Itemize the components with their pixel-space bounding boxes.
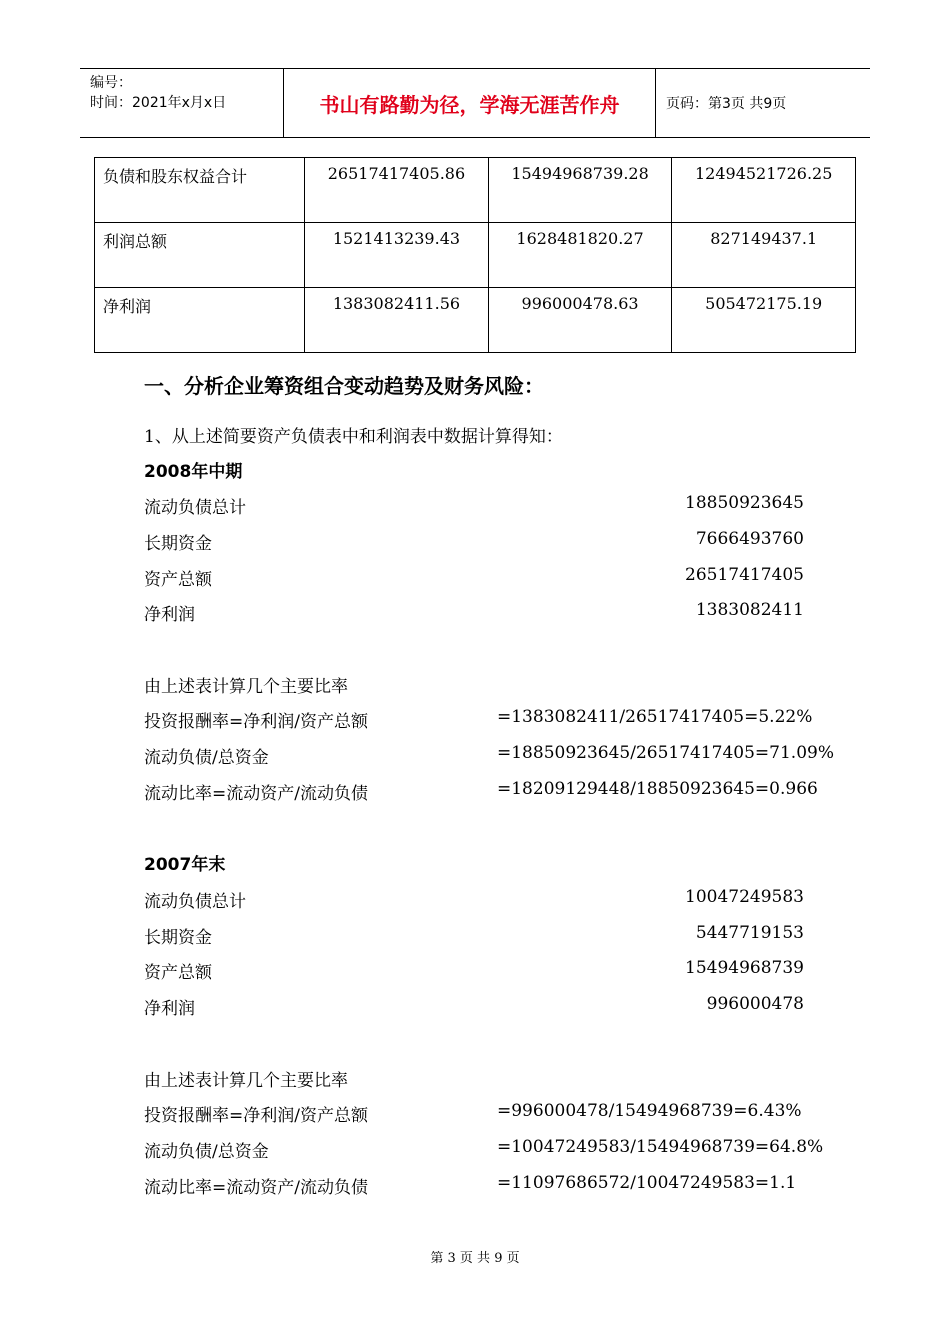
header-motto: 书山有路勤为径，学海无涯苦作舟	[283, 69, 656, 137]
time-label: 时间：2021年x月x日	[90, 95, 227, 111]
table-row	[95, 158, 856, 223]
cell-value: 505472175.19	[672, 288, 856, 353]
ratio-label: 流动比率=流动资产/流动负债	[144, 784, 368, 804]
ratio-formula: =10047249583/15494968739=64.8%	[497, 1137, 824, 1157]
cell-value: 12494521726.25	[672, 158, 856, 223]
item-value: 5447719153	[695, 923, 804, 943]
page-footer: 第 3 页 共 9 页	[430, 1251, 520, 1266]
ratio-formula: =18209129448/18850923645=0.966	[497, 779, 818, 799]
cell-value: 1521413239.43	[305, 223, 489, 288]
item-label: 净利润	[144, 605, 195, 625]
cell-value: 827149437.1	[672, 223, 856, 288]
intro-text: 1、从上述简要资产负债表中和利润表中数据计算得知：	[144, 427, 563, 447]
item-label: 长期资金	[144, 928, 212, 948]
item-label: 流动负债总计	[144, 892, 246, 912]
item-value: 7666493760	[695, 529, 804, 549]
page-header	[80, 68, 870, 138]
code-label: 编号：	[90, 75, 132, 91]
item-value: 10047249583	[685, 887, 804, 907]
item-value: 26517417405	[685, 565, 804, 585]
cell-value: 996000478.63	[488, 288, 672, 353]
item-label: 流动负债总计	[144, 498, 246, 518]
ratio-label: 投资报酬率=净利润/资产总额	[144, 1106, 368, 1126]
item-value: 18850923645	[685, 493, 804, 513]
table-row	[95, 288, 856, 353]
item-label: 资产总额	[144, 570, 212, 590]
cell-value: 26517417405.86	[305, 158, 489, 223]
item-label: 长期资金	[144, 534, 212, 554]
header-meta	[80, 69, 283, 137]
header-page-number: 页码：第3页 共9页	[666, 96, 787, 112]
table-row	[95, 223, 856, 288]
period-heading: 2008年中期	[144, 462, 243, 482]
section-title: 一、分析企业筹资组合变动趋势及财务风险：	[144, 374, 544, 398]
ratio-formula: =996000478/15494968739=6.43%	[497, 1101, 802, 1121]
row-label: 利润总额	[95, 223, 305, 288]
item-value: 1383082411	[695, 600, 804, 620]
ratio-label: 投资报酬率=净利润/资产总额	[144, 712, 368, 732]
item-label: 资产总额	[144, 963, 212, 983]
item-label: 净利润	[144, 999, 195, 1019]
ratio-title: 由上述表计算几个主要比率	[144, 677, 348, 697]
period-heading: 2007年末	[144, 855, 226, 875]
ratio-label: 流动负债/总资金	[144, 1142, 269, 1162]
row-label: 净利润	[95, 288, 305, 353]
row-label: 负债和股东权益合计	[95, 158, 305, 223]
item-value: 996000478	[706, 994, 804, 1014]
cell-value: 1383082411.56	[305, 288, 489, 353]
ratio-formula: =11097686572/10047249583=1.1	[497, 1173, 797, 1193]
cell-value: 1628481820.27	[488, 223, 672, 288]
cell-value: 15494968739.28	[488, 158, 672, 223]
ratio-label: 流动比率=流动资产/流动负债	[144, 1178, 368, 1198]
financial-table	[94, 157, 856, 353]
ratio-formula: =1383082411/26517417405=5.22%	[497, 707, 813, 727]
ratio-title: 由上述表计算几个主要比率	[144, 1071, 348, 1091]
ratio-formula: =18850923645/26517417405=71.09%	[497, 743, 834, 763]
ratio-label: 流动负债/总资金	[144, 748, 269, 768]
item-value: 15494968739	[685, 958, 804, 978]
